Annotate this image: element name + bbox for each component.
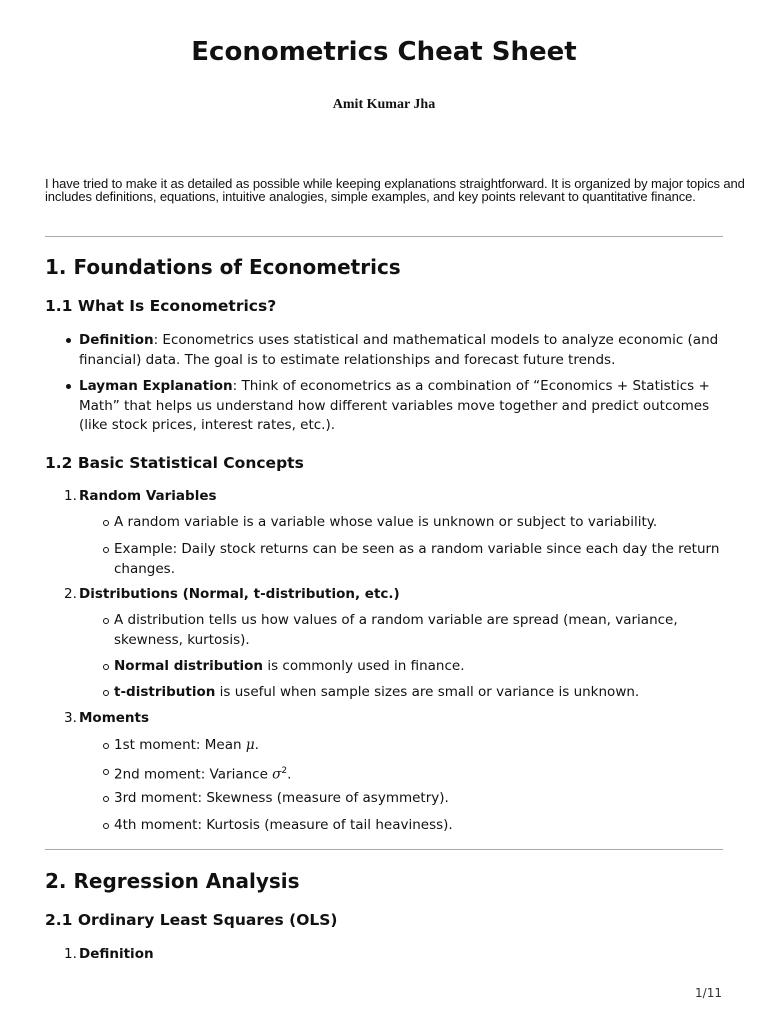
math-exponent: 2: [281, 766, 288, 776]
subsection-heading-1-1: 1.1 What Is Econometrics?: [45, 297, 277, 315]
section-heading-2: 2. Regression Analysis: [45, 869, 300, 893]
term: Definition: [79, 332, 154, 348]
item-number: 1.: [64, 946, 77, 962]
item-text: : Econometrics uses statistical and mathematical models to analyze economic (and financial) data. The goal is to estimate relationships and forecast future trends.: [79, 332, 719, 368]
author-name: Amit Kumar Jha: [332, 97, 436, 112]
circle-bullet-icon: [103, 796, 109, 802]
divider: [45, 849, 723, 850]
sub-item: [114, 683, 734, 703]
sub-item: [114, 540, 734, 579]
period: .: [254, 737, 259, 753]
item-text: A random variable is a variable whose value is unknown or subject to variability.: [114, 514, 658, 530]
divider: [45, 236, 723, 237]
item-text: is useful when sample sizes are small or variance is unknown.: [215, 684, 640, 700]
bullet-icon: [66, 338, 71, 343]
circle-bullet-icon: [103, 743, 109, 749]
item-text: : Think of econometrics as a combination of “Economics + Statistics + Math” that helps us understand how different variables move together and predict outcomes (like stock prices, interest rates, etc.).: [79, 378, 710, 434]
page-number: 1/11: [695, 986, 722, 1000]
document-title: Econometrics Cheat Sheet: [191, 37, 577, 67]
item-text: 2nd moment: Variance: [114, 766, 273, 783]
item-number: 3.: [64, 710, 77, 726]
sub-item: [114, 513, 734, 533]
term: t-distribution: [114, 684, 216, 700]
numbered-item: [64, 945, 154, 965]
list-item: [79, 377, 729, 436]
item-number: 2.: [64, 586, 77, 602]
circle-bullet-icon: [103, 690, 109, 696]
item-text: 3rd moment: Skewness (measure of asymmetry).: [114, 790, 449, 806]
term: Layman Explanation: [79, 378, 233, 394]
term: Normal distribution: [114, 658, 264, 674]
math-symbol: μ: [245, 737, 255, 753]
item-number: 1.: [64, 488, 77, 504]
sub-item: [114, 789, 734, 809]
period: .: [287, 766, 292, 783]
numbered-item: [64, 709, 150, 729]
circle-bullet-icon: [103, 520, 109, 526]
subsection-heading-1-2: 1.2 Basic Statistical Concepts: [45, 454, 304, 472]
item-label: Random Variables: [79, 488, 217, 504]
item-text: is commonly used in finance.: [263, 658, 465, 674]
circle-bullet-icon: [103, 769, 109, 775]
item-text: 4th moment: Kurtosis (measure of tail heaviness).: [114, 817, 453, 833]
item-label: Moments: [79, 710, 150, 726]
intro-paragraph: I have tried to make it as detailed as possible while keeping explanations straightforward. It is organized by major topics and includes definitions, equations, intuitive analogies, simple examples, and key points relevant to quantitative finance.: [45, 176, 745, 205]
item-label: Distributions (Normal, t-distribution, etc.): [79, 586, 400, 602]
list-item: [79, 331, 729, 370]
math-symbol: σ: [272, 766, 282, 783]
item-text: Example: Daily stock returns can be seen as a random variable since each day the return changes.: [114, 541, 720, 577]
section-heading-1: 1. Foundations of Econometrics: [45, 255, 401, 279]
sub-item: [114, 762, 734, 785]
item-label: Definition: [79, 946, 154, 962]
sub-item: [114, 657, 734, 677]
subsection-heading-2-1: 2.1 Ordinary Least Squares (OLS): [45, 911, 338, 929]
circle-bullet-icon: [103, 618, 109, 624]
numbered-item: [64, 487, 217, 507]
numbered-item: [64, 585, 400, 605]
item-text: 1st moment: Mean: [114, 737, 246, 753]
bullet-icon: [66, 384, 71, 389]
item-text: A distribution tells us how values of a random variable are spread (mean, variance, skewness, kurtosis).: [114, 612, 678, 648]
circle-bullet-icon: [103, 823, 109, 829]
circle-bullet-icon: [103, 547, 109, 553]
sub-item: [114, 736, 734, 756]
sub-item: [114, 816, 734, 836]
circle-bullet-icon: [103, 664, 109, 670]
sub-item: [114, 611, 734, 650]
